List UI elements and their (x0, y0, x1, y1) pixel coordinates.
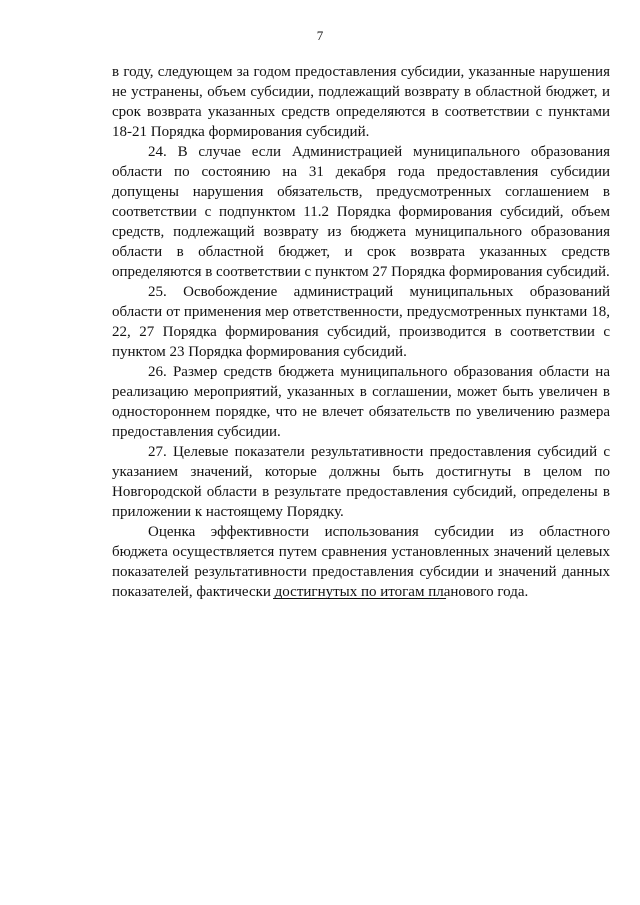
paragraph-continuation: в году, следующем за годом предоставления субсидии, указанные нарушения не устранены, объем субсидии, подлежащий возврату в областной бюджет, и срок возврата указанных средств определяются в соответствии с пунктами 18-21 Порядка формирования субсидий. (112, 64, 610, 140)
paragraph-evaluation: Оценка эффективности использования субсидии из областного бюджета осуществляется путем сравнения установленных значений целевых показателей результативности предоставления субсидии и значений данных показателей, фактически достигнутых по итогам планового года. (112, 524, 610, 600)
paragraph-25: 25. Освобождение администраций муниципальных образований области от применения мер ответственности, предусмотренных пунктами 18, 22, 27 Порядка формирования субсидий, производится в соответствии с пунктом 23 Порядка формирования субсидий. (112, 284, 610, 360)
end-rule (273, 598, 446, 599)
paragraph-27: 27. Целевые показатели результативности предоставления субсидий с указанием значений, которые должны быть достигнуты в целом по Новгородской области в результате предоставления субсидий, определены в приложении к настоящему Порядку. (112, 444, 610, 520)
paragraph-26: 26. Размер средств бюджета муниципального образования области на реализацию мероприятий, указанных в соглашении, может быть увеличен в одностороннем порядке, что не влечет обязательств по увеличению размера предоставления субсидии. (112, 364, 610, 440)
paragraph-24: 24. В случае если Администрацией муниципального образования области по состоянию на 31 декабря года предоставления субсидии допущены нарушения обязательств, предусмотренных соглашением в соответствии с подпунктом 11.2 Порядка формирования субсидий, объем средств, подлежащий возврату из бюджета муниципального образования области в областной бюджет, и срок возврата указанных средств определяются в соответствии с пунктом 27 Порядка формирования субсидий. (112, 144, 610, 280)
page-number: 7 (316, 28, 324, 43)
document-body (112, 62, 610, 602)
